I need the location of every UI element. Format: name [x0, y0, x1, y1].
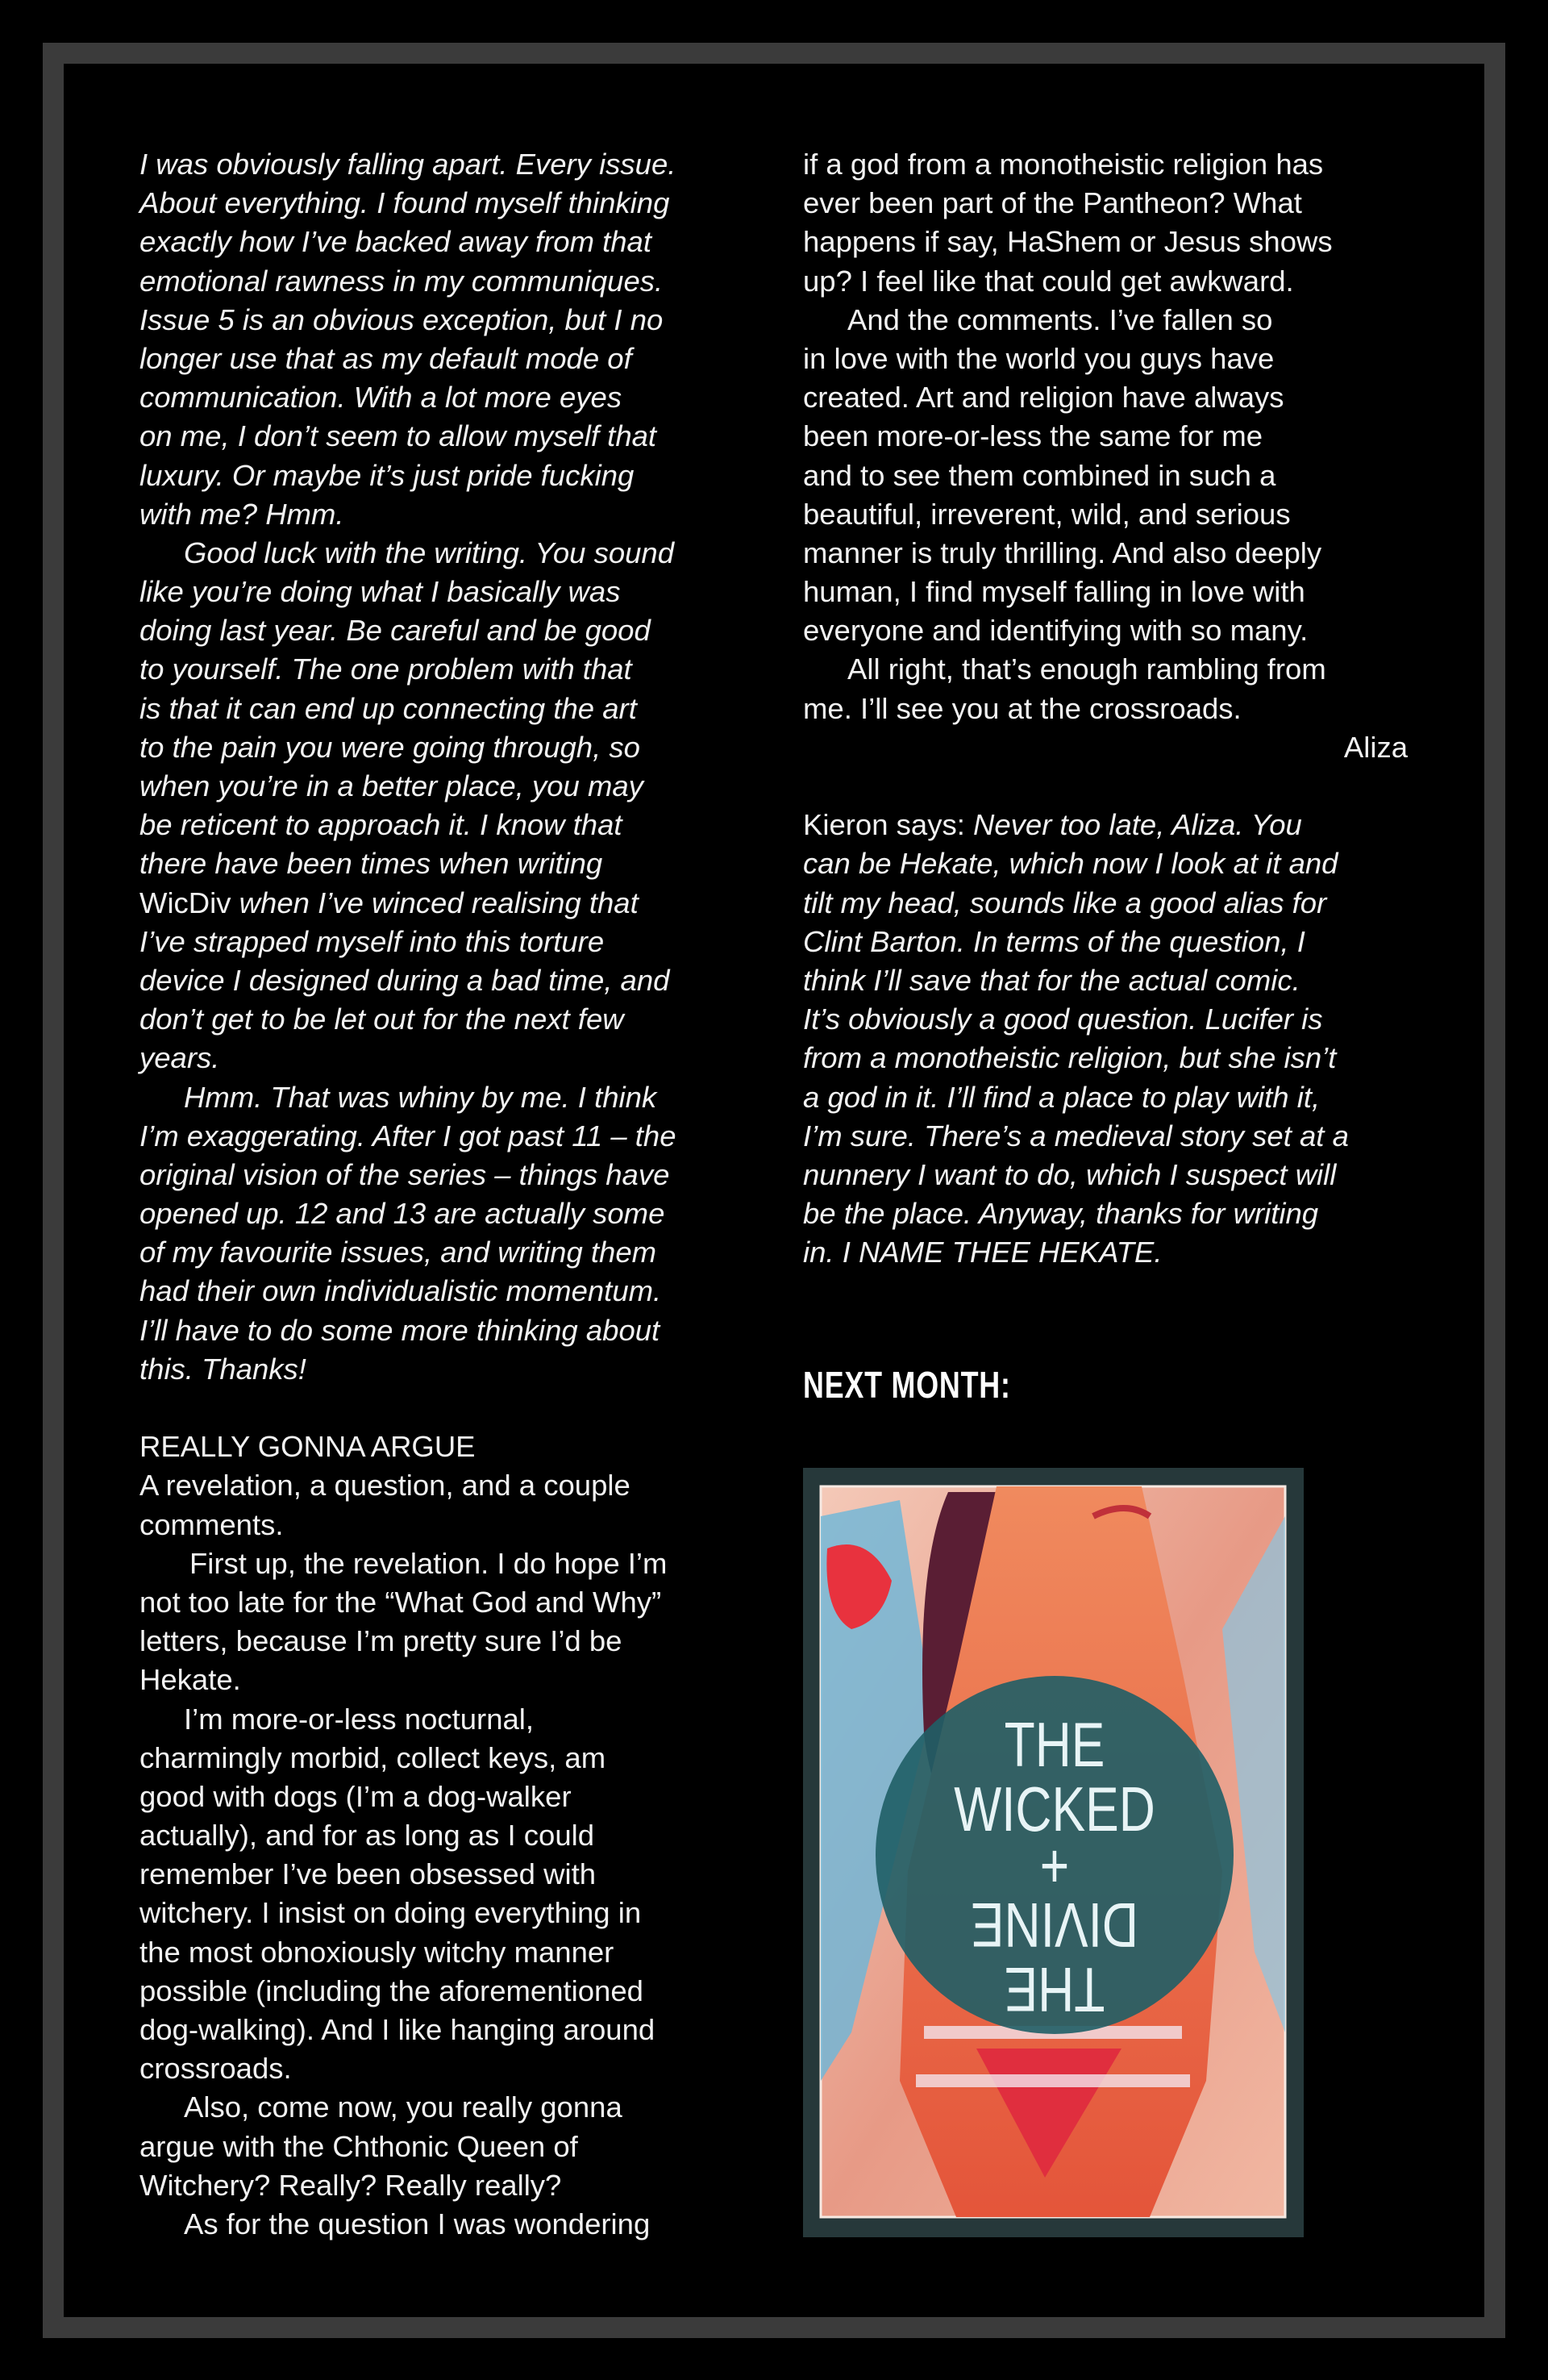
text-line	[139, 456, 752, 495]
text-line-content: I’m sure. There’s a medieval story set at a	[803, 1119, 1349, 1152]
text-line	[139, 1661, 752, 1699]
cover-title-the: THE	[1004, 1709, 1105, 1780]
text-line	[139, 1311, 752, 1350]
text-line	[139, 1739, 752, 1778]
text-line	[139, 1233, 752, 1272]
text-line-content: if a god from a monotheistic religion has	[803, 148, 1324, 181]
text-line	[803, 456, 1408, 495]
text-line	[139, 2011, 752, 2049]
text-line-content: in. I NAME THEE HEKATE.	[803, 1236, 1163, 1269]
text-line-content: Good luck with the writing. You sound	[184, 536, 675, 569]
text-line-content: Issue 5 is an obvious exception, but I no	[139, 302, 664, 336]
text-line-content: charmingly morbid, collect keys, am	[139, 1740, 606, 1774]
text-line-content: good with dogs (I’m a dog-walker	[139, 1779, 572, 1813]
text-line-content: actually), and for as long as I could	[139, 1819, 595, 1853]
letter-column-right	[803, 145, 1408, 1272]
text-line-content: About everything. I found myself thinking	[139, 186, 670, 220]
text-line-content: device I designed during a bad time, and	[139, 963, 670, 997]
text-line	[139, 1778, 752, 1816]
text-line-content: original vision of the series – things have	[139, 1157, 670, 1191]
text-line-content: exactly how I’ve backed away from that	[139, 225, 651, 259]
text-line	[139, 262, 752, 301]
text-line	[803, 417, 1408, 456]
text-line-content: luxury. Or maybe it’s just pride fucking	[139, 458, 635, 492]
next-issue-cover	[803, 1468, 1304, 2237]
text-line	[139, 1272, 752, 1311]
text-line-content: argue with the Chthonic Queen of	[139, 2129, 578, 2163]
text-line-content: tilt my head, sounds like a good alias for	[803, 886, 1327, 919]
text-line-content: up? I feel like that could get awkward.	[803, 264, 1294, 298]
text-line-content: doing last year. Be careful and be good	[139, 614, 651, 648]
text-line-content: to the pain you were going through, so	[139, 730, 640, 764]
text-line	[139, 1156, 752, 1194]
text-line-content: when I’ve winced realising that	[231, 886, 639, 919]
text-line	[803, 262, 1408, 301]
text-line-content: had their own individualistic momentum.	[139, 1274, 662, 1308]
text-line	[803, 650, 1408, 689]
text-line-content: REALLY GONNA ARGUE	[139, 1430, 476, 1464]
text-line-content: comments.	[139, 1507, 284, 1541]
text-line	[139, 2088, 752, 2127]
text-line	[139, 961, 752, 1000]
text-line	[803, 495, 1408, 534]
cover-title-the-inverted: THE	[1004, 1954, 1105, 2025]
text-line	[139, 534, 752, 573]
text-line-content: longer use that as my default mode of	[139, 341, 632, 375]
text-line-content: communication. With a lot more eyes	[139, 381, 622, 415]
text-line-content: I’ve strapped myself into this torture	[139, 924, 605, 958]
text-line	[803, 1117, 1408, 1156]
text-line-content: letters, because I’m pretty sure I’d be	[139, 1624, 622, 1658]
text-line-content: dog-walking). And I like hanging around	[139, 2013, 655, 2046]
text-line	[139, 184, 752, 223]
text-line	[139, 1894, 752, 1932]
text-line-content: Also, come now, you really gonna	[184, 2090, 622, 2124]
text-line	[139, 301, 752, 340]
text-line-content: And the comments. I’ve fallen so	[847, 302, 1273, 336]
next-month-heading: NEXT MONTH:	[803, 1364, 1011, 1406]
text-line	[139, 728, 752, 767]
text-line	[803, 611, 1408, 650]
text-line-content: from a monotheistic religion, but she isn’t	[803, 1041, 1337, 1075]
text-line-content: don’t get to be let out for the next few	[139, 1002, 624, 1036]
text-line	[803, 690, 1408, 728]
text-line-content: like you’re doing what I basically was	[139, 575, 621, 609]
text-line	[139, 2205, 752, 2244]
text-line-content: possible (including the aforementioned	[139, 1974, 643, 2007]
text-line-content: the most obnoxiously witchy manner	[139, 1935, 614, 1969]
text-line	[139, 2166, 752, 2205]
text-line	[803, 184, 1408, 223]
text-line-content: First up, the revelation. I do hope I’m	[189, 1546, 668, 1580]
text-line	[803, 1194, 1408, 1233]
text-line-content: think I’ll save that for the actual comic.	[803, 963, 1300, 997]
text-line-content: A revelation, a question, and a couple	[139, 1469, 630, 1503]
text-line	[139, 611, 752, 650]
text-line	[139, 1039, 752, 1077]
text-line	[139, 1700, 752, 1739]
text-line-content: I’m exaggerating. After I got past 11 – the	[139, 1119, 676, 1152]
cover-art	[803, 1468, 1304, 2237]
text-line	[803, 1000, 1408, 1039]
text-line-content: It’s obviously a good question. Lucifer is	[803, 1002, 1323, 1036]
text-line	[803, 378, 1408, 417]
text-line	[139, 1544, 752, 1583]
text-line	[139, 573, 752, 611]
text-line	[139, 2049, 752, 2088]
text-line	[139, 844, 752, 883]
text-line	[139, 767, 752, 806]
text-line-content: to yourself. The one problem with that	[139, 652, 632, 686]
text-line-content: I was obviously falling apart. Every issue.	[139, 148, 676, 181]
text-line	[139, 1855, 752, 1894]
text-line	[139, 1583, 752, 1622]
text-line	[139, 923, 752, 961]
text-line-content: be the place. Anyway, thanks for writing	[803, 1197, 1319, 1231]
text-line	[139, 1972, 752, 2011]
text-line-content: this. Thanks!	[139, 1352, 306, 1386]
text-line-content: is that it can end up connecting the art	[139, 691, 637, 725]
text-line-content: when you’re in a better place, you may	[139, 769, 643, 802]
text-line-content: All right, that’s enough rambling from	[847, 652, 1326, 686]
text-line	[139, 417, 752, 456]
text-line	[803, 223, 1408, 261]
text-line	[139, 495, 752, 534]
text-line-content: ever been part of the Pantheon? What	[803, 186, 1302, 220]
text-line-content: Witchery? Really? Really really?	[139, 2168, 562, 2202]
text-line-content: been more-or-less the same for me	[803, 419, 1263, 453]
text-line	[139, 1117, 752, 1156]
text-line-content: remember I’ve been obsessed with	[139, 1857, 597, 1891]
text-line	[803, 844, 1408, 883]
text-line-content: Never too late, Aliza. You	[972, 808, 1302, 842]
text-line	[803, 923, 1408, 961]
text-line-content: not too late for the “What God and Why”	[139, 1585, 662, 1619]
text-line-content: As for the question I was wondering	[184, 2207, 651, 2240]
text-line-content: and to see them combined in such a	[803, 458, 1276, 492]
text-line	[139, 806, 752, 844]
text-line	[139, 884, 752, 923]
text-line-content: emotional rawness in my communiques.	[139, 264, 664, 298]
text-line-content: I’ll have to do some more thinking about	[139, 1313, 660, 1347]
text-line	[139, 340, 752, 378]
text-line	[139, 1194, 752, 1233]
text-line	[803, 1156, 1408, 1194]
text-line	[803, 1039, 1408, 1077]
text-line-content: of my favourite issues, and writing them	[139, 1236, 657, 1269]
text-line	[803, 1078, 1408, 1117]
text-line	[139, 690, 752, 728]
text-line	[803, 767, 1408, 806]
text-line-roman-prefix: WicDiv	[139, 886, 231, 919]
text-line-content: created. Art and religion have always	[803, 381, 1284, 415]
text-line-content: Aliza	[1343, 730, 1408, 764]
text-line	[139, 1078, 752, 1117]
text-line-content: years.	[139, 1041, 220, 1075]
text-line	[139, 1506, 752, 1544]
text-line-content: can be Hekate, which now I look at it and	[803, 847, 1338, 881]
text-line	[139, 1000, 752, 1039]
cover-title-wicked: WICKED	[954, 1774, 1155, 1844]
cover-title-plus: +	[1039, 1830, 1070, 1901]
text-line-content: human, I find myself falling in love with	[803, 575, 1305, 609]
text-line	[803, 534, 1408, 573]
text-line	[139, 2128, 752, 2166]
text-line	[139, 1428, 752, 1466]
text-line	[139, 223, 752, 261]
text-line-content: Hekate.	[139, 1663, 241, 1697]
text-line	[139, 650, 752, 689]
text-line	[803, 340, 1408, 378]
text-line	[139, 145, 752, 184]
text-line	[139, 1350, 752, 1389]
text-line-content: Hmm. That was whiny by me. I think	[184, 1080, 657, 1114]
text-line	[803, 728, 1408, 767]
text-line	[139, 1389, 752, 1428]
text-line-content: witchery. I insist on doing everything in	[139, 1896, 642, 1930]
text-line	[139, 1622, 752, 1661]
text-line-content: nunnery I want to do, which I suspect will	[803, 1157, 1337, 1191]
text-line-content: manner is truly thrilling. And also deeply	[803, 536, 1322, 569]
letter-column-left	[139, 145, 752, 2244]
text-line-content: with me? Hmm.	[139, 497, 344, 531]
text-line-content: Clint Barton. In terms of the question, I	[803, 924, 1305, 958]
text-line-content: happens if say, HaShem or Jesus shows	[803, 225, 1333, 259]
text-line-roman-prefix: Kieron says:	[803, 808, 973, 842]
text-line	[803, 884, 1408, 923]
text-line-content: be reticent to approach it. I know that	[139, 808, 622, 842]
text-line-content: in love with the world you guys have	[803, 341, 1275, 375]
text-line	[803, 145, 1408, 184]
cover-title-divine: DIVINE	[970, 1890, 1139, 1961]
text-line	[139, 1933, 752, 1972]
text-line-content: on me, I don’t seem to allow myself that	[139, 419, 657, 453]
text-line	[803, 573, 1408, 611]
text-line-content: opened up. 12 and 13 are actually some	[139, 1197, 665, 1231]
text-line-content: beautiful, irreverent, wild, and serious	[803, 497, 1291, 531]
text-line	[803, 301, 1408, 340]
text-line-content: everyone and identifying with so many.	[803, 614, 1309, 648]
text-line	[139, 1816, 752, 1855]
text-line-content: there have been times when writing	[139, 847, 603, 881]
text-line	[803, 961, 1408, 1000]
text-line	[803, 1233, 1408, 1272]
text-line-content: a god in it. I’ll find a place to play with it,	[803, 1080, 1321, 1114]
text-line-content: me. I’ll see you at the crossroads.	[803, 691, 1242, 725]
text-line-content: crossroads.	[139, 2052, 292, 2086]
text-line-content: I’m more-or-less nocturnal,	[184, 1702, 535, 1736]
text-line	[139, 1466, 752, 1505]
text-line	[139, 378, 752, 417]
text-line	[803, 806, 1408, 844]
